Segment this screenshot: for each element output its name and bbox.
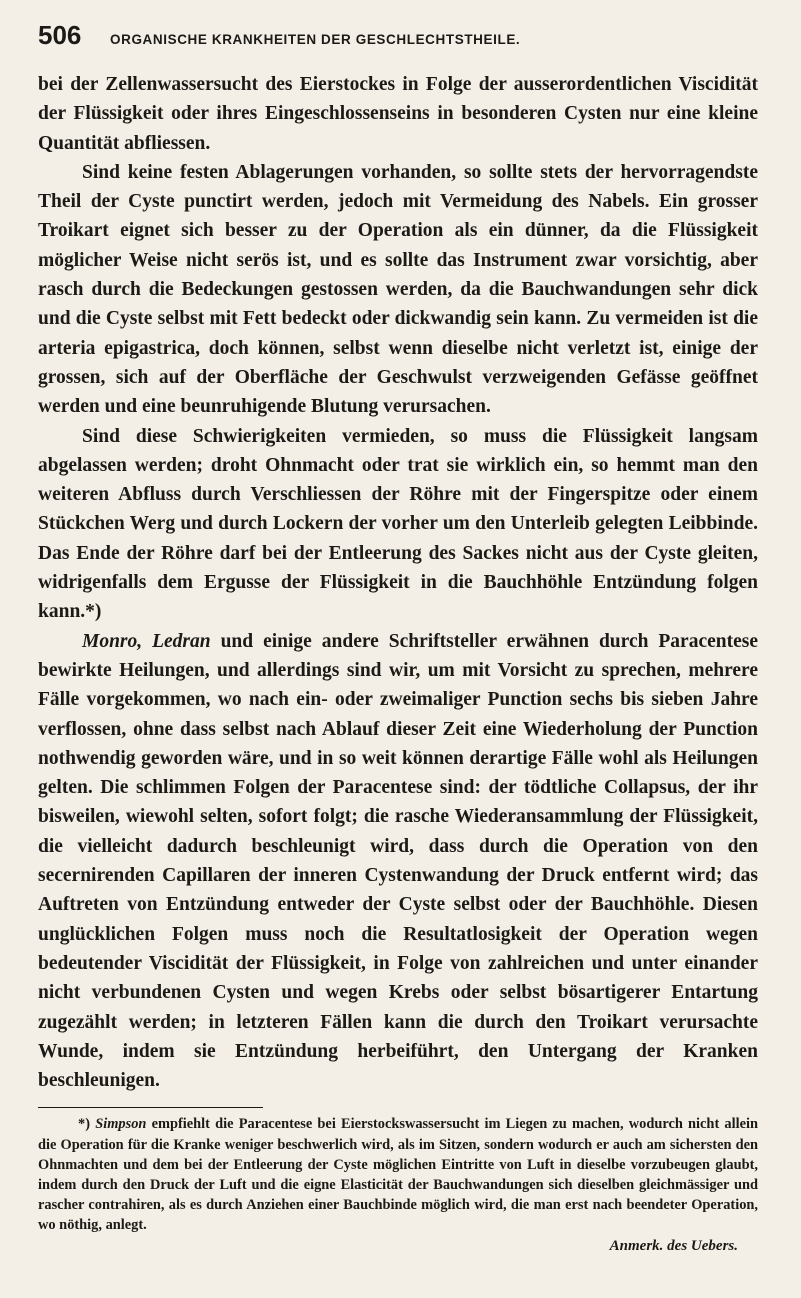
footnote-signature: Anmerk. des Uebers.	[609, 1237, 738, 1254]
page-number: 506	[38, 20, 82, 50]
body-text	[38, 70, 758, 1095]
footnote	[38, 1114, 758, 1235]
paragraph-4	[38, 627, 758, 1096]
footnote-marker: *)	[78, 1116, 90, 1133]
paragraph-3: Sind diese Schwierigkeiten vermieden, so muss die Flüssigkeit langsam abgelassen werden; droht Ohnmacht oder trat sie wirklich ein, so hemmt man den weiteren Abfluss durch Verschliessen der Röhre mit der Fingerspitze oder einem Stückchen Werg und durch Lockern der vorher um den Unterleib gelegten Leibbinde. Das Ende der Röhre darf bei der Entleerung des Sackes nicht aus der Cyste gleiten, widrigenfalls dem Ergusse der Flüssigkeit in die Bauchhöhle Entzündung folgen kann.*)	[38, 425, 758, 623]
footnote-divider	[38, 1107, 263, 1108]
paragraph-2: Sind keine festen Ablagerungen vorhanden, so sollte stets der hervorragendste Theil der Cyste punctirt werden, jedoch mit Vermeidung des Nabels. Ein grosser Troikart eignet sich besser zu der Operation als ein dünner, da die Flüssigkeit möglicher Weise nicht serös ist, und es sollte das Instrument zwar vorsichtig, aber rasch durch die Bedeckungen gestossen werden, da die Bauchwandungen sehr dick und die Cyste selbst mit Fett bedeckt oder dickwandig sein kann. Zu vermeiden ist die arteria epigastrica, doch können, selbst wenn dieselbe nicht verletzt ist, einige der grossen, sich auf der Oberfläche der Geschwulst verzweigenden Gefässe geöffnet werden und eine beunruhigende Blutung verursachen.	[38, 161, 758, 418]
page-header	[38, 20, 758, 56]
paragraph-4-text: und einige andere Schriftsteller erwähnen durch Paracentese bewirkte Heilungen, und allerdings sind wir, um mit Vorsicht zu sprechen, mehrere Fälle vorgekommen, wo nach ein- oder zweimaliger Punction sechs bis sieben Jahre verflossen, ohne dass selbst nach Ablauf dieser Zeit eine Wiederholung der Punction nothwendig geworden wäre, und in so weit können derartige Fälle wohl als Heilungen gelten. Die schlimmen Folgen der Paracentese sind: der tödtliche Collapsus, der ihr bisweilen, wiewohl selten, sofort folgt; die rasche Wiederansammlung der Flüssigkeit, die vielleicht dadurch beschleunigt wird, dass durch die Operation von den secernirenden Capillaren der inneren Cystenwandung der Druck entfernt wird; das Auftreten von Entzündung entweder der Cyste selbst oder der Bauchhöhle. Diesen unglücklichen Folgen muss noch die Resultatlosigkeit der Operation wegen bedeutender Viscidität der Flüssigkeit, in Folge von zahlreichen und unter einander nicht verbundenen Cysten und wegen Krebs oder selbst bösartigerer Entartung zugezählt werden; in letzteren Fällen kann die durch den Troikart verursachte Wunde, indem sie Entzündung herbeiführt, den Untergang der Kranken beschleunigen.	[38, 630, 759, 1092]
paragraph-1: bei der Zellenwassersucht des Eierstockes in Folge der ausserordentlichen Viscidität der Flüssigkeit oder ihres Eingeschlossenseins in besonderen Cysten nur eine kleine Quantität abfliessen.	[38, 74, 758, 154]
book-page	[38, 20, 758, 1256]
running-head: ORGANISCHE KRANKHEITEN DER GESCHLECHTSTHEILE.	[110, 32, 521, 47]
cited-authors: Monro, Ledran	[82, 630, 211, 652]
footnote-text: empfiehlt die Paracentese bei Eierstockswassersucht im Liegen zu machen, wodurch nicht allein die Operation für die Kranke weniger beschwerlich wird, als im Sitzen, sondern wodurch er auch am sichersten den Ohnmachten und dem bei der Entleerung der Cyste möglichen Eintritte von Luft in dieselbe vorzubeugen glaubt, indem durch den Druck der Luft und die eigne Elasticität der Bauchwandungen sich dieselben gleichmässiger und rascher contrahiren, als es durch Anziehen einer Bauchbinde möglich wird, die man erst nach beendeter Operation, wo nöthig, anlegt.	[38, 1116, 758, 1234]
footnote-author: Simpson	[95, 1116, 147, 1133]
